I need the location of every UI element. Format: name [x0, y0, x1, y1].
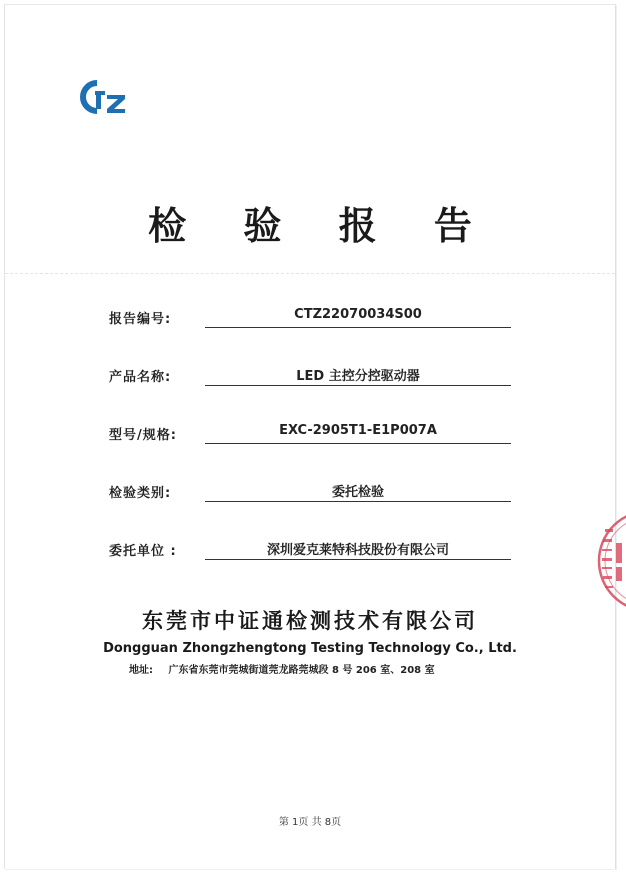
field-report-number	[5, 305, 615, 335]
field-underline	[205, 327, 511, 328]
field-underline	[205, 385, 511, 386]
field-client	[5, 537, 615, 567]
field-value: LED 主控分控驱动器	[296, 369, 420, 384]
field-value: 深圳爱克莱特科技股份有限公司	[266, 543, 449, 558]
field-label: 检验类别:	[109, 486, 172, 501]
page-number: 第 1页 共 8页	[278, 817, 342, 828]
field-underline	[205, 559, 511, 560]
field-product-name	[5, 363, 615, 393]
field-value: CTZ22070034S00	[294, 307, 422, 322]
company-name-cn: 东莞市中证通检测技术有限公司	[142, 608, 478, 633]
field-value: EXC-2905T1-E1P007A	[279, 423, 437, 438]
field-underline	[205, 443, 511, 444]
field-label: 报告编号:	[109, 312, 172, 327]
field-value: 委托检验	[331, 485, 384, 500]
field-model-spec	[5, 421, 615, 451]
field-label: 委托单位 :	[109, 544, 177, 559]
red-seal-stamp-icon	[593, 503, 626, 619]
address-value: 广东省东莞市莞城街道莞龙路莞城段 8 号 206 室、208 室	[168, 665, 435, 676]
fold-line	[5, 273, 615, 274]
report-title: 检 验 报 告	[148, 203, 494, 248]
company-address	[129, 661, 435, 676]
field-underline	[205, 501, 511, 502]
address-label: 地址:	[129, 665, 153, 676]
field-label: 产品名称:	[109, 370, 172, 385]
ctz-logo-icon	[75, 77, 131, 121]
field-label: 型号/规格:	[109, 428, 177, 443]
field-inspection-type	[5, 479, 615, 509]
company-name-en: Dongguan Zhongzhengtong Testing Technology Co., Ltd.	[103, 641, 517, 656]
report-page	[4, 4, 616, 869]
